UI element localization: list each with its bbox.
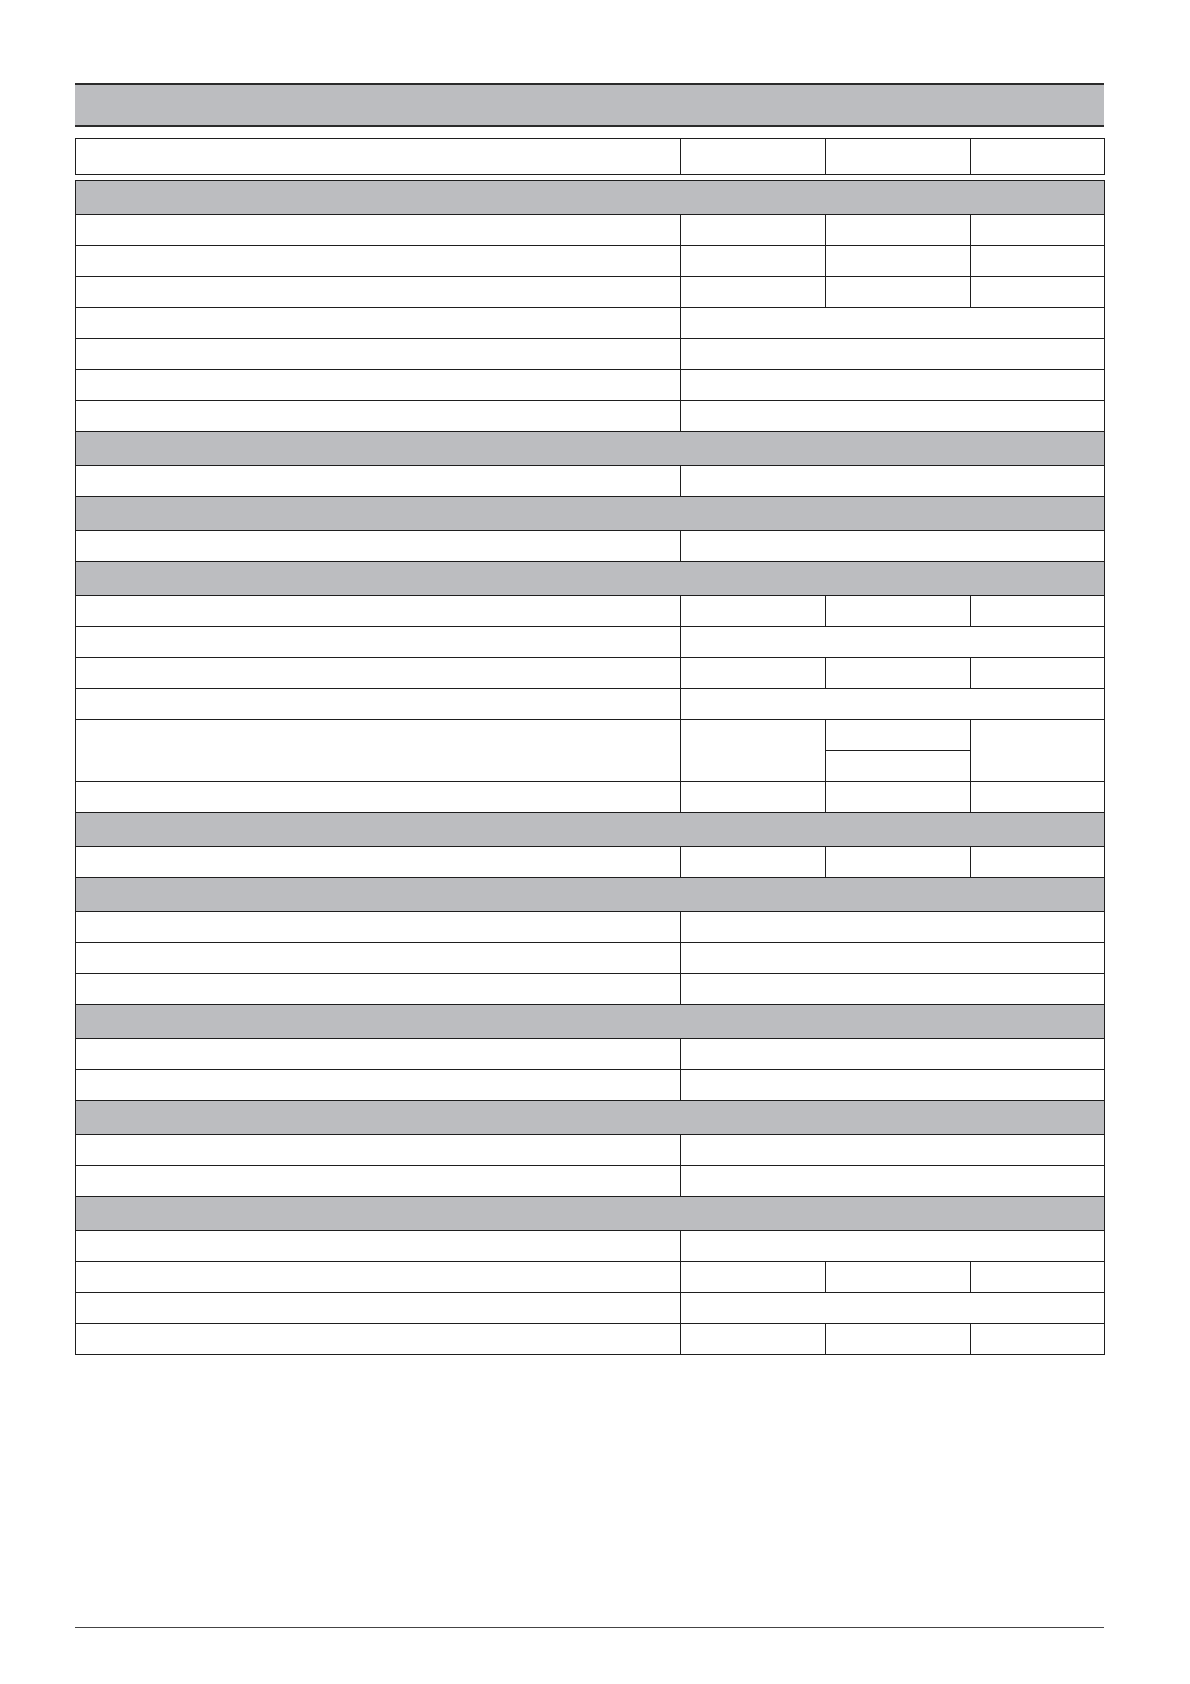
row-label	[76, 1231, 681, 1262]
row-value	[681, 943, 1105, 974]
section-heading-row	[76, 1197, 1105, 1231]
row-value	[971, 658, 1105, 689]
table-row	[76, 1293, 1105, 1324]
row-label	[76, 1135, 681, 1166]
row-label	[76, 531, 681, 562]
row-value	[971, 596, 1105, 627]
row-value	[681, 847, 826, 878]
section-heading-row	[76, 878, 1105, 912]
table-row	[76, 246, 1105, 277]
table-row	[76, 1231, 1105, 1262]
header-col3-cell	[971, 139, 1105, 175]
row-label	[76, 401, 681, 432]
section-heading-row	[76, 432, 1105, 466]
row-value	[681, 1166, 1105, 1197]
table-row	[76, 1166, 1105, 1197]
row-label	[76, 215, 681, 246]
row-value	[681, 782, 826, 813]
row-label	[76, 720, 681, 782]
table-row	[76, 596, 1105, 627]
row-value	[681, 1324, 826, 1355]
section-heading	[76, 878, 1105, 912]
row-value	[681, 246, 826, 277]
section-heading	[76, 1101, 1105, 1135]
row-value	[681, 466, 1105, 497]
row-value	[826, 215, 971, 246]
row-value	[681, 1135, 1105, 1166]
row-value	[971, 720, 1105, 782]
section-heading	[76, 181, 1105, 215]
section-heading	[76, 1197, 1105, 1231]
row-label	[76, 943, 681, 974]
row-value	[826, 1324, 971, 1355]
row-value	[681, 689, 1105, 720]
row-label	[76, 370, 681, 401]
row-value	[826, 246, 971, 277]
section-heading-row	[76, 562, 1105, 596]
row-value	[681, 1262, 826, 1293]
section-heading	[76, 1005, 1105, 1039]
row-value	[826, 277, 971, 308]
section-heading	[76, 432, 1105, 466]
row-label	[76, 1293, 681, 1324]
row-value	[681, 974, 1105, 1005]
row-value	[826, 847, 971, 878]
table-row	[76, 339, 1105, 370]
row-label	[76, 847, 681, 878]
row-value	[681, 370, 1105, 401]
table-row	[76, 1324, 1105, 1355]
row-label	[76, 277, 681, 308]
row-value	[971, 782, 1105, 813]
row-value	[826, 720, 971, 751]
table-row	[76, 847, 1105, 878]
section-heading	[76, 497, 1105, 531]
row-value	[681, 596, 826, 627]
row-value	[681, 720, 826, 782]
spec-table	[75, 138, 1105, 1355]
table-row	[76, 215, 1105, 246]
row-value	[681, 912, 1105, 943]
row-value	[826, 782, 971, 813]
row-value	[681, 1070, 1105, 1101]
row-label	[76, 596, 681, 627]
footer-rule	[75, 1627, 1104, 1628]
table-row	[76, 308, 1105, 339]
section-heading-row	[76, 1005, 1105, 1039]
header-col1-cell	[681, 139, 826, 175]
row-value	[826, 596, 971, 627]
table-row	[76, 401, 1105, 432]
row-label	[76, 782, 681, 813]
row-value	[681, 658, 826, 689]
table-row	[76, 782, 1105, 813]
row-label	[76, 1262, 681, 1293]
table-row	[76, 974, 1105, 1005]
row-value	[681, 627, 1105, 658]
row-label	[76, 912, 681, 943]
table-row	[76, 689, 1105, 720]
row-value	[971, 847, 1105, 878]
table-row	[76, 658, 1105, 689]
row-value	[681, 339, 1105, 370]
table-row	[76, 1039, 1105, 1070]
table-row	[76, 1262, 1105, 1293]
row-value	[681, 401, 1105, 432]
row-value	[971, 1324, 1105, 1355]
row-label	[76, 658, 681, 689]
table-row	[76, 466, 1105, 497]
row-value	[971, 215, 1105, 246]
table-row	[76, 1070, 1105, 1101]
row-label	[76, 339, 681, 370]
table-row	[76, 370, 1105, 401]
header-row	[76, 139, 1105, 175]
row-label	[76, 308, 681, 339]
row-label	[76, 1039, 681, 1070]
header-col2-cell	[826, 139, 971, 175]
row-value	[826, 1262, 971, 1293]
row-value	[681, 531, 1105, 562]
section-heading-row	[76, 1101, 1105, 1135]
row-label	[76, 1324, 681, 1355]
header-label-cell	[76, 139, 681, 175]
row-value	[681, 1039, 1105, 1070]
row-label	[76, 627, 681, 658]
row-value	[681, 215, 826, 246]
row-label	[76, 1166, 681, 1197]
row-value	[681, 308, 1105, 339]
section-heading	[76, 562, 1105, 596]
table-row	[76, 912, 1105, 943]
table-row	[76, 943, 1105, 974]
row-value	[971, 246, 1105, 277]
table-row	[76, 531, 1105, 562]
row-label	[76, 466, 681, 497]
row-value	[971, 277, 1105, 308]
row-label	[76, 246, 681, 277]
row-value	[681, 1293, 1105, 1324]
section-heading-row	[76, 813, 1105, 847]
row-value	[826, 751, 971, 782]
row-value	[681, 1231, 1105, 1262]
row-value	[681, 277, 826, 308]
section-heading	[76, 813, 1105, 847]
row-label	[76, 1070, 681, 1101]
table-row	[76, 1135, 1105, 1166]
table-row	[76, 627, 1105, 658]
row-value	[971, 1262, 1105, 1293]
row-value	[826, 658, 971, 689]
document-title-bar	[75, 83, 1104, 127]
section-heading-row	[76, 497, 1105, 531]
row-label	[76, 974, 681, 1005]
table-row	[76, 720, 1105, 751]
row-label	[76, 689, 681, 720]
table-row	[76, 277, 1105, 308]
section-heading-row	[76, 181, 1105, 215]
